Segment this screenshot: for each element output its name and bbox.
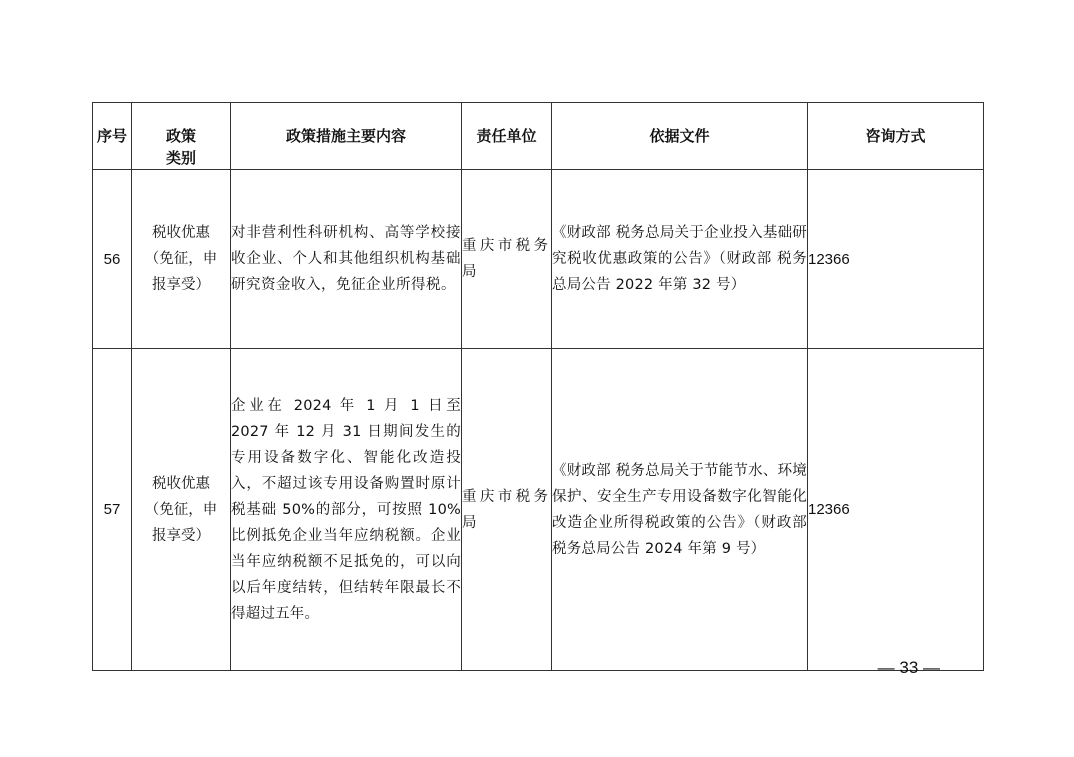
header-contact-label: 咨询方式 [865,127,926,145]
row-category: 税收优惠 （免征，申 报享受） [132,170,231,349]
header-basis [552,103,808,170]
header-unit-label: 责任单位 [476,127,537,145]
row-unit: 重庆市税务局 [462,349,552,671]
table-row [93,349,984,671]
row-index: 57 [93,349,132,671]
row-category: 税收优惠 （免征，申 报享受） [132,349,231,671]
row-contact: 12366 [808,170,984,349]
header-content [231,103,462,170]
row-content: 对非营利性科研机构、高等学校接收企业、个人和其他组织机构基础研究资金收入，免征企业所得税。 [231,170,462,349]
policy-table [92,102,984,671]
header-contact [808,103,984,170]
row-content: 企业在 2024 年 1 月 1 日至 2027 年 12 月 31 日期间发生的专用设备数字化、智能化改造投入，不超过该专用设备购置时原计税基础 50%的部分，可按照 10%比例抵免企业当年应纳税额。企业当年应纳税额不足抵免的，可以向以后年度结转，但结转年限最长不得超过五年。 [231,349,462,671]
row-unit: 重庆市税务局 [462,170,552,349]
table-row [93,170,984,349]
row-contact: 12366 [808,349,984,671]
header-index [93,103,132,170]
header-index-label: 序号 [96,127,127,145]
header-basis-label: 依据文件 [649,127,710,145]
header-unit [462,103,552,170]
header-category-label: 政策 类别 [165,127,196,167]
header-category [132,103,231,170]
table-header-row [93,103,984,170]
page-number: — 33 — [877,658,940,677]
row-basis: 《财政部 税务总局关于节能节水、环境保护、安全生产专用设备数字化智能化改造企业所得税政策的公告》（财政部 税务总局公告 2024 年第 9 号） [552,349,808,671]
row-index: 56 [93,170,132,349]
row-basis: 《财政部 税务总局关于企业投入基础研究税收优惠政策的公告》（财政部 税务总局公告 2022 年第 32 号） [552,170,808,349]
header-content-label: 政策措施主要内容 [285,127,406,145]
